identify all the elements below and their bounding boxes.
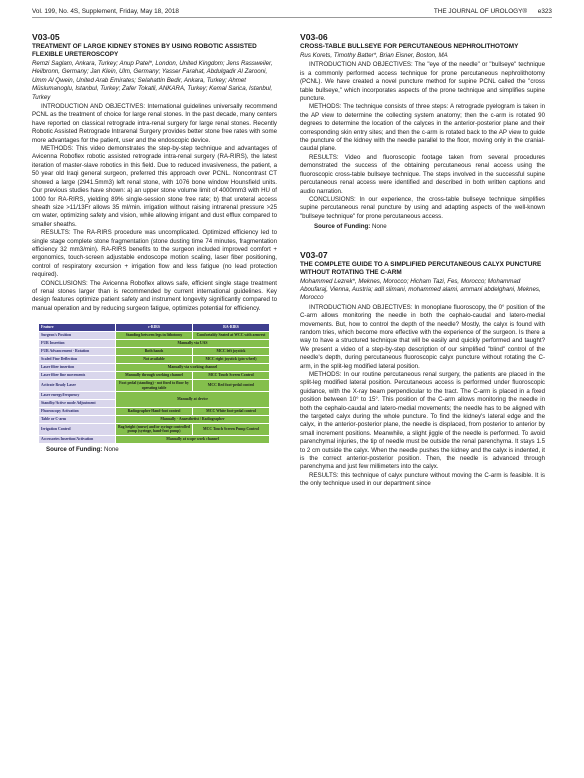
- table-cell: MCC Touch Screen Pump Control: [193, 424, 270, 436]
- table-row: [39, 392, 270, 400]
- abstract-code: V03-07: [300, 249, 328, 260]
- source-of-funding: [314, 223, 545, 231]
- table-row: [39, 348, 270, 356]
- table-cell-feature: Fluoroscopy Activation: [39, 408, 116, 416]
- table-cell-feature: Irrigation Control: [39, 424, 116, 436]
- comparison-table: [38, 323, 270, 444]
- table-header-feature: Feature: [39, 324, 116, 332]
- source-of-funding-value: None: [104, 445, 119, 453]
- abstract-title: TREATMENT OF LARGE KIDNEY STONES BY USING ROBOTIC ASSISTED FLEXIBLE URETEROSCOPY: [32, 43, 257, 58]
- abstract-results: RESULTS: Video and fluoroscopic footage taken from several procedures demonstrated the success of the obtaining percutaneous renal access using the fluoroscopic cross-table bullseye technique. The steps involved in the successful supine percutaneous renal access were identified and described in both written captions and audio narration.: [300, 153, 545, 195]
- source-of-funding-label: Source of Funding:: [46, 445, 103, 453]
- abstract-authors: Remzi Saglam, Ankara, Turkey; Anup Patel*, London, United Kingdom; Jens Rassweiler, Heilbronn, Germany; Jan Klein, Ulm, Germany; Yasser Farahat, Abdulgadir Al Zarooni, Umm Al Qwein, United Arab Emirates; Selahattin Bedir, Ankara, Turkey; Ahmet Müslumanoglu, Istanbul, Turkey; Zafer Tokatli, ANKARA, Turkey; Kemal Sarica, Istanbul, Turkey: [32, 60, 273, 101]
- abstract-code: V03-05: [32, 32, 60, 42]
- table-cell-feature: Activate Ready Laser: [39, 380, 116, 392]
- table-cell: Radiographer Hand-foot control: [116, 408, 193, 416]
- abstract-authors: Rus Korets, Timothy Batter*, Brian Eisner, Boston, MA: [300, 52, 448, 59]
- table-row: [39, 340, 270, 348]
- abstract-methods: METHODS: In our routine percutaneous renal surgery, the patients are placed in the split-leg modified lateral position. Percutaneous access is performed under fluoroscopic guidance, with the X-ray beam perpendicular to the tract. The C-arm is placed in a fixed position between 10° to 15°. This position of the C-arm allows monitoring the needle in both the cephalo-caudal and latero-medial movements; the needle has to be aligned with the targeted calyx during the whole puncture. To find the kidney's lateral edge and the calyx, in the anterior-posterior plane, the needle is displaced, from posterior to anterior by small increment positions. Meanwhile, a slight jiggle of the needle is performed. To avoid parenchymal injuries, the tip of needle must be outside the renal parenchyma. It stays 1.5 to 2 cm outside the calyx. When the needle pushes the kidney and the calyx is indented, it is the correct anterior-posterior position. Then, the needle is advanced through parenchyma and just few millimeters into the calyx.: [300, 371, 545, 471]
- abstract-title: CROSS-TABLE BULLSEYE FOR PERCUTANEOUS NEPHROLITHOTOMY: [300, 43, 519, 50]
- source-of-funding-label: Source of Funding:: [314, 223, 371, 231]
- table-cell-feature: Laser fiber fine movements: [39, 372, 116, 380]
- journal-name-page: THE JOURNAL OF UROLOGY® e323: [433, 8, 552, 15]
- table-row: [39, 356, 270, 364]
- abstract-methods: METHODS: This video demonstrates the step-by-step technique and advantages of Avicenna Roboflex robotic assisted retrograde intra-renal surgery (RA-RIRS), the latest iteration of master-slave robotics in this field. Due to reduced invasiveness, the patient, a 50 year old Iraqi general surgeon, preferred this approach over PCNL. Noncontrast CT showed a large (2941.5mm3) left renal stone, with 1076 bone window Hounsfield units. Our previous studies have shown: a) an upper stone volume limit of 4000mm3 with HU of 1000 for RA-RIRS, yielding 89% single-session stone free rate; b) that ureteral access sheath size >11/13Fr allows 35 ml/min. irrigation without raising intrarenal pressure >25 cm water, optimizing safety and vision, while allowing irrigant and dust efflux compared to smaller sheaths.: [32, 145, 277, 228]
- table-cell: Comfortably Seated at WCC with armrest: [193, 332, 270, 340]
- table-cell: Manually at scope work channel: [116, 435, 270, 443]
- table-row: [39, 408, 270, 416]
- table-cell: Foot pedal (standing) - not fixed to floor by operating table: [116, 380, 193, 392]
- source-of-funding-value: None: [372, 223, 387, 231]
- table-cell: Not available: [116, 356, 193, 364]
- abstract-code: V03-06: [300, 32, 328, 42]
- table-cell-feature: Laser fiber insertion: [39, 364, 116, 372]
- abstract-introduction: INTRODUCTION AND OBJECTIVES: In monoplane fluoroscopy, the 0° position of the C-arm allows monitoring the needle in both the cephalo-caudal and latero-medial movements. But, how to control the depth of the needle? Mostly, the calyx is found with random tries, which become more effective with the experience of the surgeon. Is there a way to have a structured technique that will be easily and quickly performed and taught?We present a video of a step-by-step description of our simplified "blind" control of the needle's depth, during percutaneous fluoroscopic calyx puncture without rotating the C-arm, in the split-leg modified lateral position.: [300, 303, 545, 370]
- table-cell-feature: Surgeon's Position: [39, 332, 116, 340]
- table-row: [39, 332, 270, 340]
- abstract-title: THE COMPLETE GUIDE TO A SIMPLIFIED PERCUTANEOUS CALYX PUNCTURE WITHOUT ROTATING THE C-ARM: [300, 260, 542, 276]
- abstract-introduction: INTRODUCTION AND OBJECTIVES: International guidelines universally recommend PCNL as the treatment of choice for large renal stones. In the past decade, many centers have reported on classical retrograde intra-renal surgery for large renal stones. Recently Robotic Assisted Retrograde Intrarenal Surgery provides better stone free rates with some more advantages for the patient, user and the endoscopic device.: [32, 103, 277, 144]
- table-cell: MCC Red foot-pedal control: [193, 380, 270, 392]
- table-cell: Manually via working channel: [116, 364, 270, 372]
- abstract-results: RESULTS: The RA-RIRS procedure was uncomplicated. Optimized efficiency led to single stage complete stone fragmentation (stone dusting time 74 minutes, fragmentation efficiency 32 mm3/min). RA-RIRS benefits to the surgeon included improved comfort + ergonomics, touch-screen adjustable endoscope motion scaling, laser fiber positioning, control of respiratory excursion + irrigation flow and less fatigue (no lead protection required).: [32, 229, 277, 279]
- table-cell-feature: Laser energy/frequency: [39, 392, 116, 400]
- table-cell-feature: FUR Advancement - Rotation: [39, 348, 116, 356]
- abstract-results: RESULTS: this technique of calyx puncture without moving the C-arm is feasible. It is the only technique used in our department since: [300, 471, 545, 488]
- abstract-methods: METHODS: The technique consists of three steps: A retrograde pyelogram is taken in the AP view to determine the collecting system anatomy; then the c-arm is rotated 90 degrees to determine the location of the calyces in the anterior-posterior plane and their corresponding skin entry sites; and then the c-arm is rotated back to the AP view to guide the puncture of the kidney with the needle parallel to the floor, moving only in the cranial-caudal plane.: [300, 103, 545, 153]
- table-header-crirs: c-RIRS: [116, 324, 193, 332]
- left-column: [32, 32, 277, 454]
- table-cell: Manually via UAS: [116, 340, 270, 348]
- abstract-authors: Mohammed Lezrek*, Meknes, Morocco; Hicham Tazi, Fes, Morocco; Mohammad Aboufaraj, Vienna, Austria; adil slimani, mohammed alami, ammani abdelghani, Meknes, Morocco: [300, 277, 541, 302]
- table-row: [39, 416, 270, 424]
- table-row: [39, 424, 270, 436]
- table-cell: Manually at device: [116, 392, 270, 408]
- table-cell: MCC Touch Screen Control: [193, 372, 270, 380]
- abstract-introduction: INTRODUCTION AND OBJECTIVES: The "eye of the needle" or "bullseye" technique is a commonly performed access technique for prone percutaneous nephrolithotomy (PCNL). We have created a novel puncture method for supine PCNL called the "cross table bullseye," which incorporates aspects of the prone technique and simplifies supine puncture.: [300, 61, 545, 103]
- table-row: [39, 364, 270, 372]
- right-column: [300, 32, 545, 489]
- table-cell-feature: Standby/Active mode Adjustment: [39, 400, 116, 408]
- source-of-funding: [46, 446, 277, 454]
- table-cell-feature: Scaled Fine Deflection: [39, 356, 116, 364]
- table-cell: MCC White foot-pedal control: [193, 408, 270, 416]
- running-header: [32, 7, 552, 18]
- table-cell: MCC right joystick (pin-wheel): [193, 356, 270, 364]
- table-row: [39, 372, 270, 380]
- table-row: [39, 380, 270, 392]
- table-cell-feature: Accessories Insertion/Activation: [39, 435, 116, 443]
- table-cell-feature: Table or C-arm: [39, 416, 116, 424]
- table-cell-feature: FUR Insertion: [39, 340, 116, 348]
- table-header-rarirs: RA-RIRS: [193, 324, 270, 332]
- abstract-conclusions: CONCLUSIONS: In our experience, the cross-table bullseye technique simplifies supine percutaneous renal puncture by using and adapting aspects of the well-known "bullseye technique" for prone percutaneous access.: [300, 195, 545, 220]
- table-cell: Bag height (nurse) and/or syringe controlled pump (syringe, hand-foot pump): [116, 424, 193, 436]
- table-cell: Both hands: [116, 348, 193, 356]
- abstract-conclusions: CONCLUSIONS: The Avicenna Roboflex allows safe, efficient single stage treatment of renal stones larger than is recommended by current international guidelines. Key design features optimize patient safety and instrument longevity significantly compared to manual operation and by reducing surgeon fatigue, optimizes potential for efficiency.: [32, 279, 277, 312]
- table-cell: MCC left joystick: [193, 348, 270, 356]
- journal-volume-info: Vol. 199, No. 4S, Supplement, Friday, May 18, 2018: [32, 8, 179, 15]
- table-row: [39, 435, 270, 443]
- table-cell: Standing between legs in lithotomy: [116, 332, 193, 340]
- table-cell: Manually through working channel: [116, 372, 193, 380]
- table-cell: Manually - Anaesthetist / Radiographer: [116, 416, 270, 424]
